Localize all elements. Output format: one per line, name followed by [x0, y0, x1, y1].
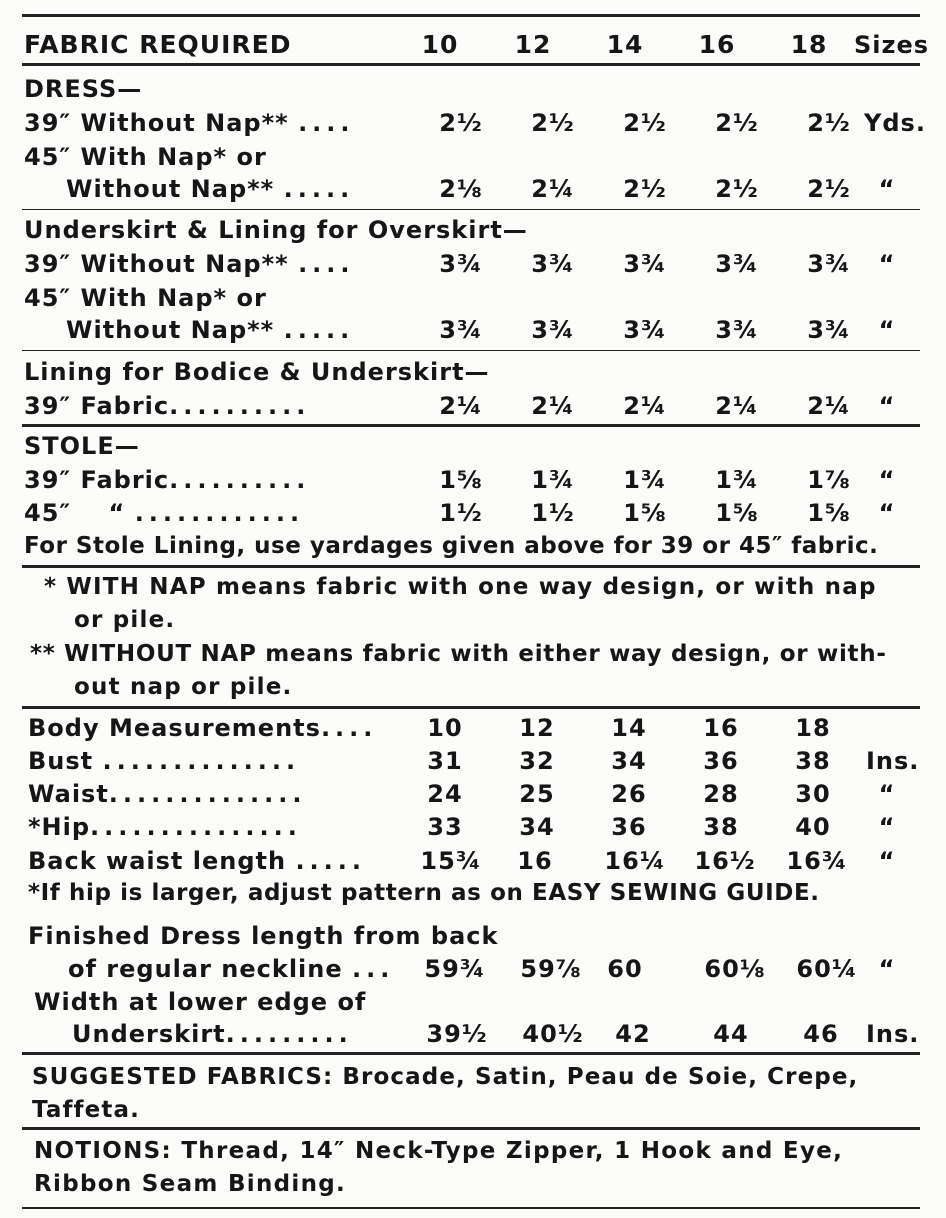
- body-size-18: 18: [795, 714, 831, 742]
- stole-lining-note: For Stole Lining, use yardages given above for 39 or 45″ fabric.: [24, 533, 879, 559]
- waist-size-14: 26: [611, 780, 647, 808]
- back-waist-size-10: 15¾: [420, 847, 482, 875]
- dress-45-unit: “: [878, 175, 896, 203]
- underskirt-45-size-10: 3¾: [439, 316, 483, 344]
- waist-size-12: 25: [519, 780, 555, 808]
- width-size-18: 46: [803, 1020, 839, 1048]
- body-size-14: 14: [611, 714, 647, 742]
- finished-length-size-12: 59⅞: [520, 955, 582, 983]
- underskirt-39-unit: “: [878, 250, 896, 278]
- without-nap-note-b: out nap or pile.: [74, 674, 293, 700]
- with-nap-note-b: or pile.: [74, 607, 176, 633]
- bust-label: Bust ..............: [28, 747, 301, 775]
- size-16-header: 16: [698, 30, 736, 59]
- bodice-lining-unit: “: [878, 392, 896, 420]
- waist-unit: “: [878, 780, 896, 808]
- waist-size-18: 30: [795, 780, 831, 808]
- rule-header: [22, 63, 920, 66]
- notions-line-b: Ribbon Seam Binding.: [34, 1171, 347, 1197]
- body-size-10: 10: [427, 714, 463, 742]
- stole-heading: STOLE—: [24, 432, 140, 460]
- body-size-12: 12: [519, 714, 555, 742]
- width-unit: Ins.: [866, 1020, 920, 1048]
- bust-size-14: 34: [611, 747, 647, 775]
- underskirt-39-size-12: 3¾: [531, 250, 575, 278]
- finished-length-size-14: 60: [607, 955, 643, 983]
- underskirt-45-size-12: 3¾: [531, 316, 575, 344]
- rule-body-end: [22, 1052, 920, 1055]
- hip-size-14: 36: [611, 813, 647, 841]
- rule-notes-end: [22, 706, 920, 709]
- underskirt-45-size-16: 3¾: [715, 316, 759, 344]
- with-nap-note-a: * WITH NAP means fabric with one way design, or with nap: [44, 574, 877, 600]
- bodice-lining-size-12: 2¼: [531, 392, 575, 420]
- rule-top: [22, 14, 920, 17]
- width-size-12: 40½: [522, 1020, 584, 1048]
- fabric-required-heading: FABRIC REQUIRED: [24, 30, 292, 59]
- bodice-lining-size-14: 2¼: [623, 392, 667, 420]
- bodice-lining-size-10: 2¼: [439, 392, 483, 420]
- sizes-label: Sizes: [854, 31, 930, 59]
- width-size-16: 44: [713, 1020, 749, 1048]
- body-size-16: 16: [703, 714, 739, 742]
- underskirt-45-unit: “: [878, 316, 896, 344]
- bodice-lining-size-16: 2¼: [715, 392, 759, 420]
- width-label-a: Width at lower edge of: [34, 988, 367, 1016]
- size-12-header: 12: [514, 30, 552, 59]
- stole-45-size-14: 1⅝: [623, 499, 667, 527]
- underskirt-45-label-b: Without Nap** .....: [66, 316, 355, 344]
- stole-45-unit: “: [878, 499, 896, 527]
- underskirt-39-label: 39″ Without Nap** ....: [24, 250, 355, 278]
- hip-size-18: 40: [795, 813, 831, 841]
- back-waist-label: Back waist length .....: [28, 847, 367, 875]
- dress-45-size-14: 2½: [623, 175, 667, 203]
- stole-39-size-10: 1⅝: [439, 466, 483, 494]
- finished-length-size-10: 59¾: [424, 955, 486, 983]
- back-waist-unit: “: [878, 847, 896, 875]
- width-size-10: 39½: [426, 1020, 488, 1048]
- hip-size-16: 38: [703, 813, 739, 841]
- underskirt-39-size-16: 3¾: [715, 250, 759, 278]
- bust-unit: Ins.: [866, 747, 920, 775]
- hip-adjust-note: *If hip is larger, adjust pattern as on EASY SEWING GUIDE.: [28, 880, 820, 906]
- hip-label: *Hip...............: [28, 813, 302, 841]
- dress-39-size-10: 2½: [439, 109, 483, 137]
- back-waist-size-18: 16¾: [786, 847, 848, 875]
- back-waist-size-14: 16¼: [604, 847, 666, 875]
- stole-39-size-14: 1¾: [623, 466, 667, 494]
- dress-45-size-18: 2½: [807, 175, 851, 203]
- underskirt-heading: Underskirt & Lining for Overskirt—: [24, 216, 528, 244]
- dress-45-size-12: 2¼: [531, 175, 575, 203]
- dress-heading: DRESS—: [24, 75, 143, 103]
- finished-length-label-a: Finished Dress length from back: [28, 922, 499, 950]
- bodice-lining-size-18: 2¼: [807, 392, 851, 420]
- hip-unit: “: [878, 813, 896, 841]
- finished-length-size-16: 60⅛: [704, 955, 766, 983]
- stole-39-label: 39″ Fabric..........: [24, 466, 311, 494]
- waist-size-16: 28: [703, 780, 739, 808]
- size-18-header: 18: [790, 30, 828, 59]
- rule-underskirt-end: [22, 350, 920, 351]
- finished-length-unit: “: [878, 955, 896, 983]
- size-14-header: 14: [606, 30, 644, 59]
- without-nap-note-a: ** WITHOUT NAP means fabric with either way design, or with-: [30, 641, 887, 667]
- underskirt-45-label-a: 45″ With Nap* or: [24, 284, 267, 312]
- stole-45-label: 45″ “ ............: [24, 499, 305, 527]
- width-size-14: 42: [615, 1020, 651, 1048]
- stole-45-size-10: 1½: [439, 499, 483, 527]
- dress-45-label-a: 45″ With Nap* or: [24, 143, 267, 171]
- rule-stole-end: [22, 565, 920, 568]
- dress-39-size-14: 2½: [623, 109, 667, 137]
- back-waist-size-16: 16½: [694, 847, 756, 875]
- dress-45-label-b: Without Nap** .....: [66, 175, 355, 203]
- dress-39-size-16: 2½: [715, 109, 759, 137]
- bust-size-12: 32: [519, 747, 555, 775]
- dress-39-unit: Yds.: [864, 109, 926, 137]
- underskirt-39-size-14: 3¾: [623, 250, 667, 278]
- bust-size-10: 31: [427, 747, 463, 775]
- dress-39-size-12: 2½: [531, 109, 575, 137]
- underskirt-45-size-18: 3¾: [807, 316, 851, 344]
- stole-39-size-16: 1¾: [715, 466, 759, 494]
- stole-39-size-12: 1¾: [531, 466, 575, 494]
- bodice-lining-39-label: 39″ Fabric..........: [24, 392, 311, 420]
- hip-size-10: 33: [427, 813, 463, 841]
- width-label-b: Underskirt.........: [72, 1020, 353, 1048]
- bust-size-18: 38: [795, 747, 831, 775]
- stole-39-unit: “: [878, 466, 896, 494]
- size-10-header: 10: [421, 30, 459, 59]
- underskirt-45-size-14: 3¾: [623, 316, 667, 344]
- finished-length-size-18: 60¼: [796, 955, 858, 983]
- bodice-lining-heading: Lining for Bodice & Underskirt—: [24, 358, 490, 386]
- waist-size-10: 24: [427, 780, 463, 808]
- stole-39-size-18: 1⅞: [807, 466, 851, 494]
- finished-length-label-b: of regular neckline ...: [68, 955, 395, 983]
- dress-45-size-10: 2⅛: [439, 175, 483, 203]
- stole-45-size-12: 1½: [531, 499, 575, 527]
- suggested-fabrics-line-a: SUGGESTED FABRICS: Brocade, Satin, Peau de Soie, Crepe,: [32, 1064, 859, 1090]
- back-waist-size-12: 16: [517, 847, 553, 875]
- rule-fabrics-end: [22, 1127, 920, 1130]
- stole-45-size-18: 1⅝: [807, 499, 851, 527]
- waist-label: Waist..............: [28, 780, 307, 808]
- body-measurements-heading: Body Measurements....: [28, 714, 378, 742]
- underskirt-39-size-18: 3¾: [807, 250, 851, 278]
- rule-dress-end: [22, 209, 920, 210]
- dress-45-size-16: 2½: [715, 175, 759, 203]
- hip-size-12: 34: [519, 813, 555, 841]
- rule-bodice-end: [22, 424, 920, 427]
- stole-45-size-16: 1⅝: [715, 499, 759, 527]
- dress-39-size-18: 2½: [807, 109, 851, 137]
- underskirt-39-size-10: 3¾: [439, 250, 483, 278]
- notions-line-a: NOTIONS: Thread, 14″ Neck-Type Zipper, 1 Hook and Eye,: [34, 1138, 844, 1164]
- suggested-fabrics-line-b: Taffeta.: [32, 1097, 140, 1123]
- rule-bottom: [22, 1207, 920, 1209]
- bust-size-16: 36: [703, 747, 739, 775]
- dress-39-label: 39″ Without Nap** ....: [24, 109, 355, 137]
